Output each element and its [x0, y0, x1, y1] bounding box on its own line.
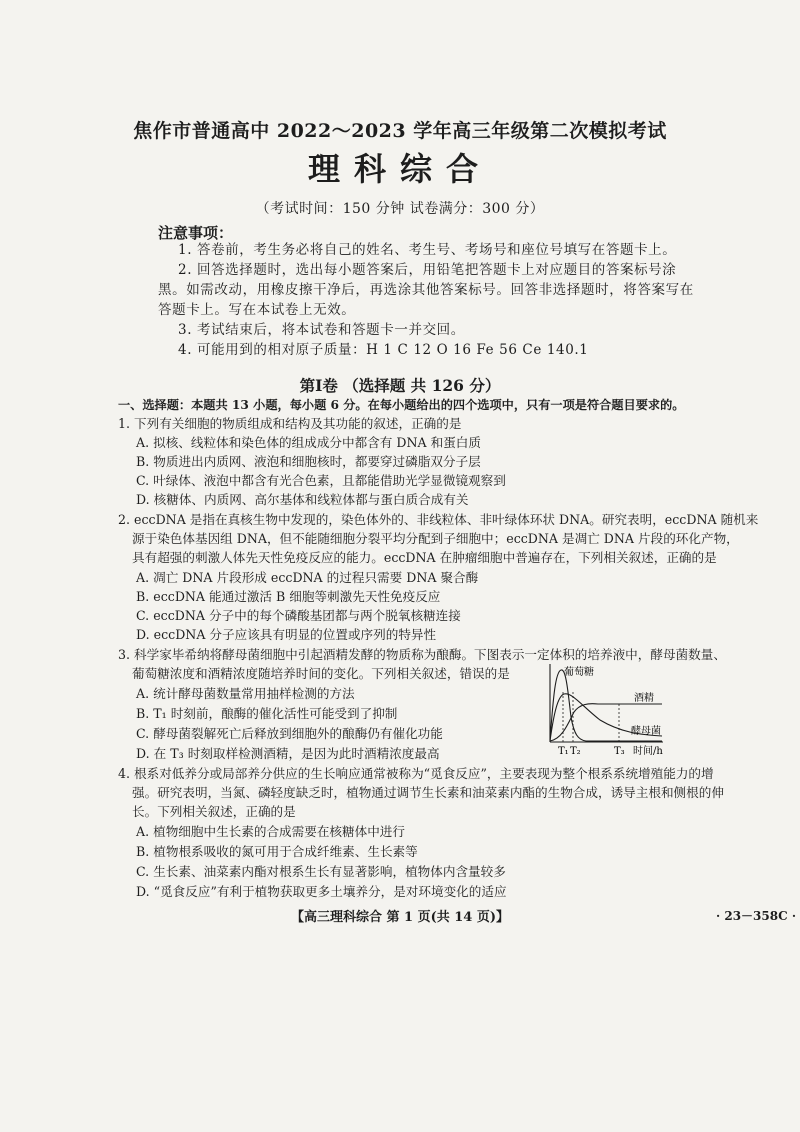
question-1-option-c: C. 叶绿体、液泡中都含有光合色素，且都能借助光学显微镜观察到 — [136, 473, 506, 488]
question-2-option-d: D. eccDNA 分子应该具有明显的位置或序列的特异性 — [136, 627, 437, 642]
question-3-option-c: C. 酵母菌裂解死亡后释放到细胞外的酿酶仍有催化功能 — [136, 726, 443, 741]
t3-label: T₃ — [614, 746, 625, 757]
notice-title: 注意事项： — [158, 224, 234, 242]
question-4-stem: 长。下列相关叙述，正确的是 — [132, 804, 296, 819]
x-axis-label: 时间/h — [633, 746, 663, 757]
question-2-option-b: B. eccDNA 能通过激活 B 细胞等刺激先天性免疫反应 — [136, 589, 441, 604]
t1-label: T₁ — [558, 746, 569, 757]
question-4-stem: 4. 根系对低养分或局部养分供应的生长响应通常被称为“觅食反应”，主要表现为整个根系系统增殖能力的增 — [118, 766, 714, 781]
question-4-option-c: C. 生长素、油菜素内酯对根系生长有显著影响，植物体内含量较多 — [136, 864, 506, 879]
question-1-option-a: A. 拟核、线粒体和染色体的组成成分中都含有 DNA 和蛋白质 — [136, 435, 481, 450]
alcohol-label: 酒精 — [634, 693, 654, 704]
yeast-label: 酵母菌 — [631, 726, 661, 737]
question-4-option-a: A. 植物细胞中生长素的合成需要在核糖体中进行 — [136, 824, 405, 839]
question-4-option-d: D. “觅食反应”有利于植物获取更多土壤养分，是对环境变化的适应 — [136, 884, 507, 899]
question-3-option-a: A. 统计酵母菌数量常用抽样检测的方法 — [136, 686, 355, 701]
notice-line: 答题卡上。写在本试卷上无效。 — [158, 302, 356, 318]
question-1-option-d: D. 核糖体、内质网、高尔基体和线粒体都与蛋白质合成有关 — [136, 492, 469, 507]
glucose-label: 葡萄糖 — [564, 667, 594, 678]
notice-line: 4. 可能用到的相对原子质量：H 1 C 12 O 16 Fe 56 Ce 140.1 — [178, 342, 589, 358]
subject-title: 理科综合 — [307, 150, 492, 188]
question-2-option-a: A. 凋亡 DNA 片段形成 eccDNA 的过程只需要 DNA 聚合酶 — [136, 570, 479, 585]
t2-label: T₂ — [570, 746, 581, 757]
question-1-option-b: B. 物质进出内质网、液泡和细胞核时，都要穿过磷脂双分子层 — [136, 454, 481, 469]
question-3-stem: 3. 科学家毕希纳将酵母菌细胞中引起酒精发酵的物质称为酿酶。下图表示一定体积的培养液中，酵母菌数量、 — [118, 647, 726, 662]
question-3-option-d: D. 在 T₃ 时刻取样检测酒精，是因为此时酒精浓度最高 — [136, 746, 440, 761]
yeast-fermentation-figure — [540, 662, 675, 762]
page-footer: 【高三理科综合 第 1 页(共 14 页)】 — [290, 910, 510, 925]
notice-line: 3. 考试结束后，将本试卷和答题卡一并交回。 — [178, 322, 465, 338]
notice-line: 黑。如需改动，用橡皮擦干净后，再选涂其他答案标号。回答非选择题时，将答案写在 — [158, 282, 694, 298]
question-2-stem: 2. eccDNA 是指在真核生物中发现的，染色体外的、非线粒体、非叶绿体环状 DNA。研究表明，eccDNA 随机来 — [118, 512, 759, 527]
question-4-option-b: B. 植物根系吸收的氮可用于合成纤维素、生长素等 — [136, 844, 418, 859]
question-2-option-c: C. eccDNA 分子中的每个磷酸基团都与两个脱氧核糖连接 — [136, 608, 461, 623]
question-2-stem: 源于染色体基因组 DNA，但不能随细胞分裂平均分配到子细胞中；eccDNA 是凋亡 DNA 片段的环化产物， — [132, 531, 739, 546]
question-1-stem: 1. 下列有关细胞的物质组成和结构及其功能的叙述，正确的是 — [118, 416, 462, 431]
notice-line: 2. 回答选择题时，选出每小题答案后，用铅笔把答题卡上对应题目的答案标号涂 — [178, 262, 677, 278]
part-title: 第Ⅰ卷 （选择题 共 126 分） — [299, 376, 501, 395]
notice-line: 1. 答卷前，考生务必将自己的姓名、考生号、考场号和座位号填写在答题卡上。 — [178, 242, 677, 258]
paper-code: · 23－358C · — [716, 909, 797, 923]
question-3-option-b: B. T₁ 时刻前，酿酶的催化活性可能受到了抑制 — [136, 706, 398, 721]
question-2-stem: 具有超强的刺激人体先天性免疫反应的能力。eccDNA 在肿瘤细胞中普遍存在，下列相关叙述，正确的是 — [132, 550, 717, 565]
exam-title: 焦作市普通高中 2022～2023 学年高三年级第二次模拟考试 — [133, 120, 667, 142]
exam-info: （考试时间：150 分钟 试卷满分：300 分） — [255, 201, 545, 217]
section-heading: 一、选择题：本题共 13 小题，每小题 6 分。在每小题给出的四个选项中，只有一项是符合题目要求的。 — [118, 398, 685, 412]
question-3-stem: 葡萄糖浓度和酒精浓度随培养时间的变化。下列相关叙述，错误的是 — [132, 666, 510, 681]
question-4-stem: 强。研究表明，当氮、磷轻度缺乏时，植物通过调节生长素和油菜素内酯的生物合成，诱导主根和侧根的伸 — [132, 785, 724, 800]
